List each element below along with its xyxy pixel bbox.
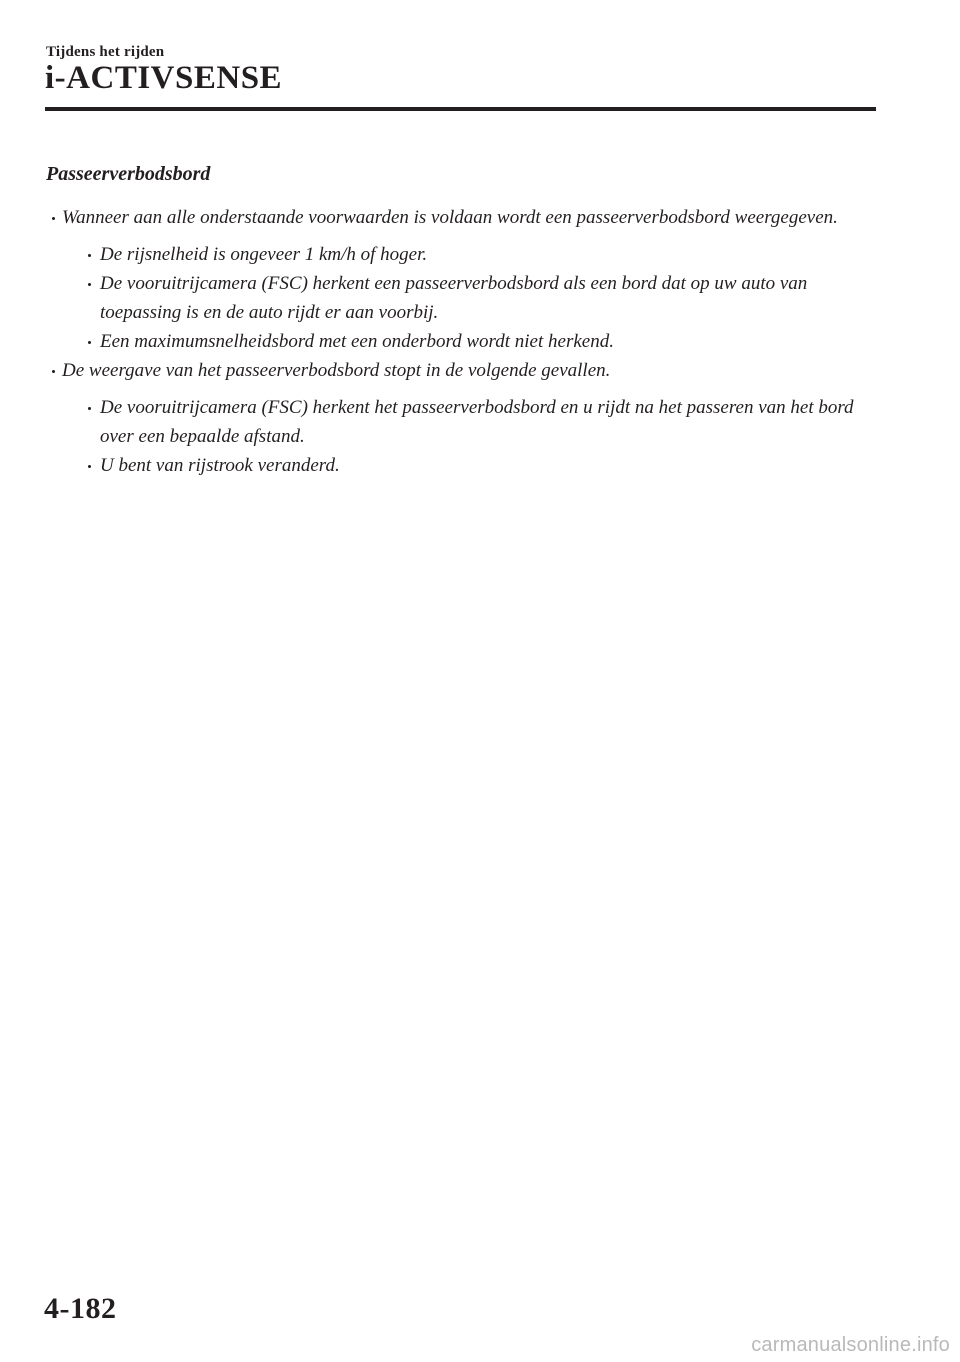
chapter-title: i-ACTIVSENSE (45, 60, 283, 96)
sub-list-item: De vooruitrijcamera (FSC) herkent een passeerverbodsbord als een bord dat op uw auto van toepassing is en de auto rijdt er aan voorbij. (78, 269, 876, 327)
section-label: Tijdens het rijden (46, 44, 165, 60)
sub-list-item: De rijsnelheid is ongeveer 1 km/h of hoger. (78, 240, 876, 269)
watermark: carmanualsonline.info (751, 1334, 950, 1356)
header-divider (45, 107, 876, 111)
sub-bullet-list (62, 393, 876, 480)
page-number: 4-182 (44, 1292, 117, 1325)
list-item-text: De weergave van het passeerverbodsbord stopt in de volgende gevallen. (62, 360, 611, 381)
main-content (46, 160, 876, 480)
list-item (62, 203, 876, 356)
sub-list-item: De vooruitrijcamera (FSC) herkent het passeerverbodsbord en u rijdt na het passeren van het bord over een bepaalde afstand. (78, 393, 876, 451)
list-item-text: Wanneer aan alle onderstaande voorwaarden is voldaan wordt een passeerverbodsbord weergegeven. (62, 207, 838, 228)
sub-bullet-list (62, 240, 876, 356)
sub-list-item: Een maximumsnelheidsbord met een onderbord wordt niet herkend. (78, 327, 876, 356)
subheading: Passeerverbodsbord (46, 163, 211, 185)
list-item (62, 356, 876, 480)
sub-list-item: U bent van rijstrook veranderd. (78, 451, 876, 480)
bullet-list (46, 203, 876, 480)
